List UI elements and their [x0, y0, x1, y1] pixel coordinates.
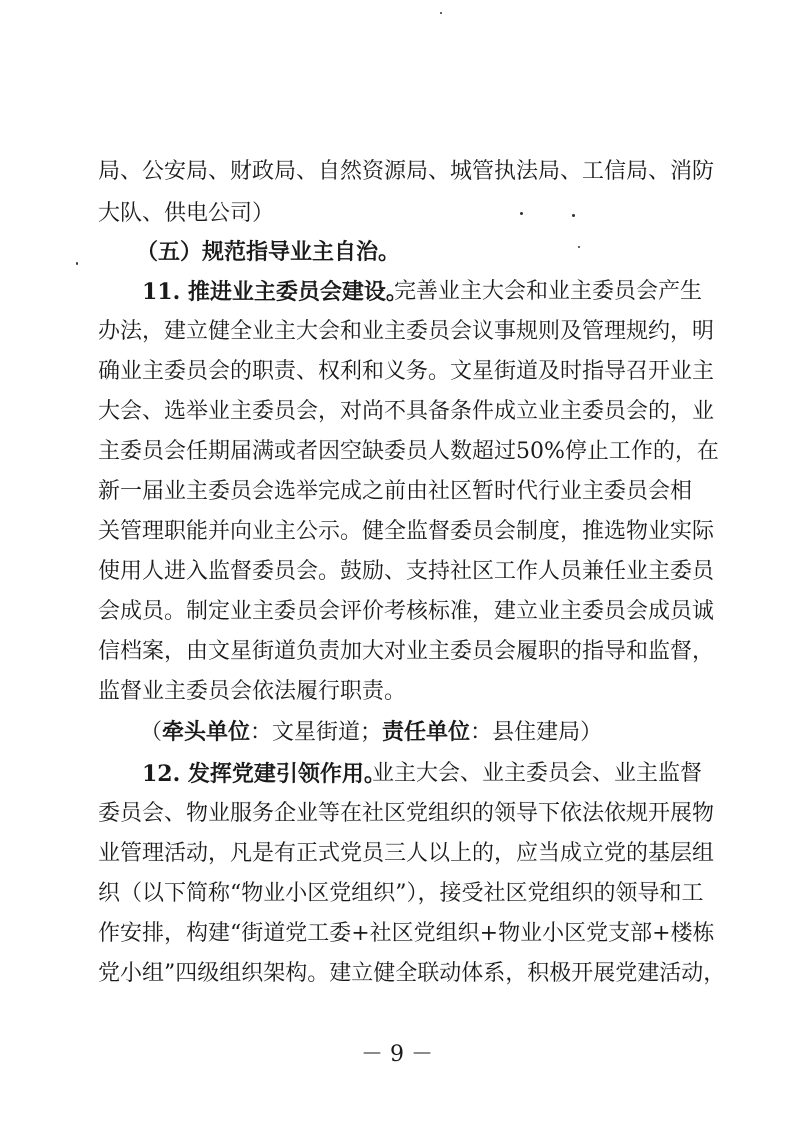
scan-speck — [572, 214, 575, 217]
paragraph-text: 党小组”四级组织架构。建立健全联动体系，积极开展党建活动， — [98, 961, 726, 986]
responsible-unit-label: 责任单位 — [382, 719, 471, 745]
paragraph-text: 作安排，构建“街道党工委+社区党组织+物业小区党支部+楼栋 — [98, 921, 715, 946]
paragraph-text: 信档案，由文星街道负责加大对业主委员会履职的指导和监督， — [98, 639, 715, 664]
scan-speck — [578, 246, 580, 248]
paragraph-text: 完善业主大会和业主委员会产生 — [394, 279, 703, 304]
item-12-heading: 12. 发挥党建引领作用。 — [142, 761, 386, 787]
paragraph-text: 大会、选举业主委员会，对尚不具备条件成立业主委员会的，业 — [98, 399, 715, 424]
paragraph-text: 局、公安局、财政局、自然资源局、城管执法局、工信局、消防 — [98, 159, 715, 184]
paragraph-text: 使用人进入监督委员会。鼓励、支持社区工作人员兼任业主委员 — [98, 559, 715, 584]
paragraph-text: 监督业主委员会依法履行职责。 — [98, 679, 407, 704]
page-number: － 9 － — [361, 1042, 433, 1067]
paragraph-text: 关管理职能并向业主公示。健全监督委员会制度，推选物业实际 — [98, 519, 715, 544]
section-heading-text: （五）规范指导业主自治。 — [136, 239, 401, 265]
scan-speck — [76, 262, 78, 265]
paren-open: （ — [140, 720, 163, 745]
paragraph-text: 业管理活动，凡是有正式党员三人以上的，应当成立党的基层组 — [98, 841, 715, 866]
paragraph-text: 会成员。制定业主委员会评价考核标准，建立业主委员会成员诚 — [98, 599, 715, 624]
paragraph-text: 委员会、物业服务企业等在社区党组织的领导下依法依规开展物 — [98, 801, 715, 826]
paragraph-text: 大队、供电公司） — [98, 201, 275, 226]
paragraph-text: 织（以下简称“物业小区党组织”），接受社区党组织的领导和工 — [98, 881, 704, 906]
paragraph-text: 主委员会任期届满或者因空缺委员人数超过50%停止工作的，在 — [98, 439, 719, 464]
paragraph-text: 新一届业主委员会选举完成之前由社区暂时代行业主委员会相 — [98, 479, 693, 504]
paragraph-text: 办法，建立健全业主大会和业主委员会议事规则及管理规约，明 — [98, 319, 715, 344]
scan-speck — [440, 12, 442, 14]
item-11-heading: 11. 推进业主委员会建设。 — [142, 279, 408, 305]
paragraph-text: 确业主委员会的职责、权利和义务。文星街道及时指导召开业主 — [98, 359, 715, 384]
lead-unit-value: ：文星街道； — [250, 720, 383, 745]
scan-speck — [520, 212, 523, 215]
paragraph-text: 业主大会、业主委员会、业主监督 — [372, 761, 703, 786]
lead-unit-label: 牵头单位 — [162, 719, 251, 745]
responsible-unit-value: ：县住建局） — [470, 720, 603, 745]
